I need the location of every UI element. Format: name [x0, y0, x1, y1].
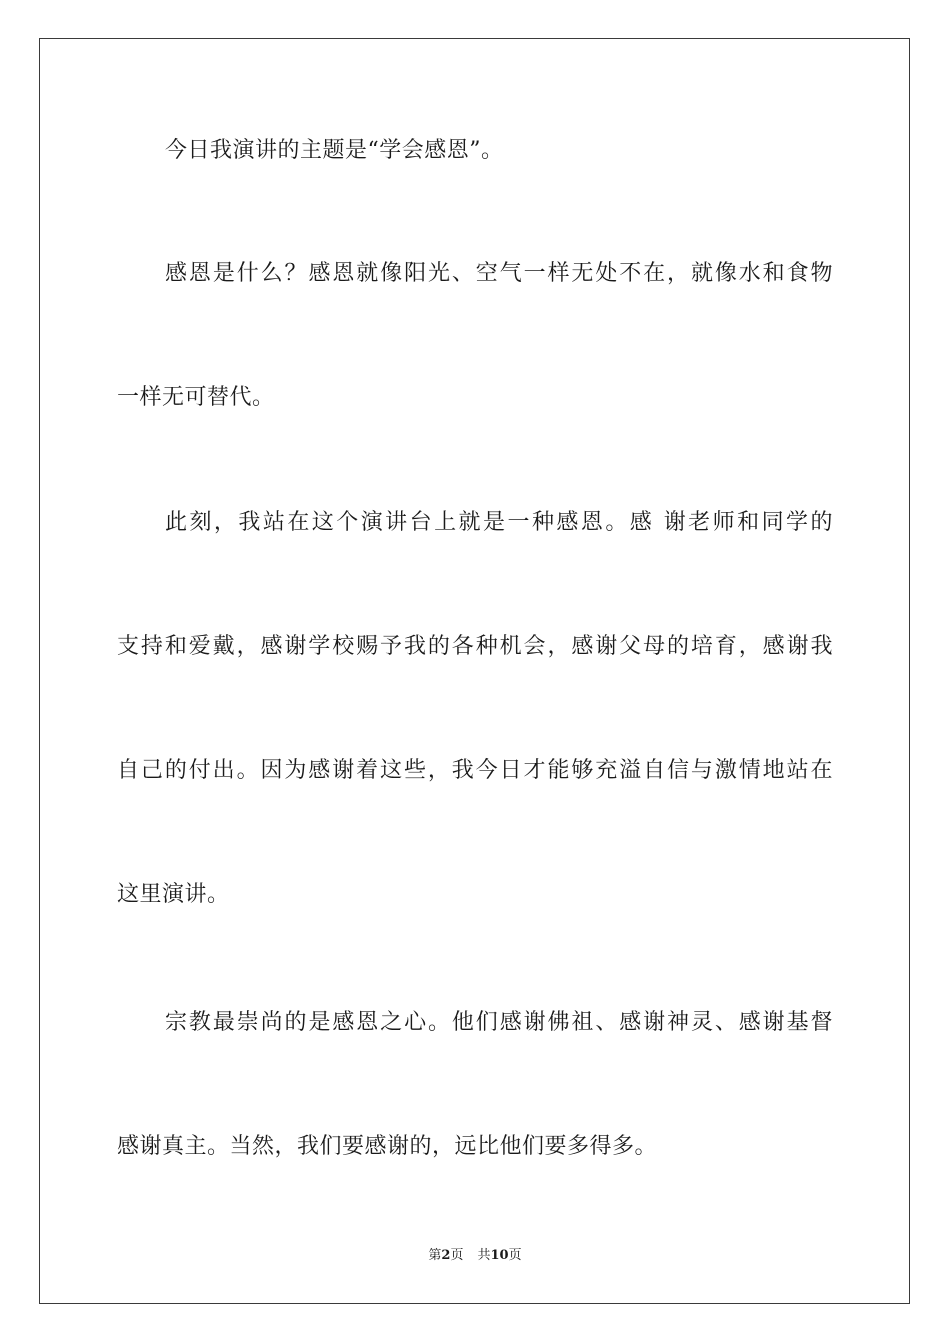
total-suffix: 页 [508, 1248, 522, 1263]
paragraph-4-line-1: 宗教最崇尚的是感恩之心。他们感谢佛祖、感谢神灵、感谢基督 [165, 1010, 833, 1035]
paragraph-3-line-2: 支持和爱戴，感谢学校赐予我的各种机会，感谢父母的培育，感谢我 [117, 634, 833, 659]
paragraph-3-line-3: 自己的付出。因为感谢着这些，我今日才能够充溢自信与激情地站在 [117, 758, 833, 783]
paragraph-3-line-1: 此刻，我站在这个演讲台上就是一种感恩。感 谢老师和同学的 [165, 510, 833, 535]
page-number: 2 [441, 1248, 451, 1263]
paragraph-3-line-4: 这里演讲。 [117, 882, 230, 907]
total-prefix: 共 [477, 1248, 491, 1263]
paragraph-2-line-1: 感恩是什么？感恩就像阳光、空气一样无处不在，就像水和食物 [165, 261, 833, 286]
paragraph-1-line-1: 今日我演讲的主题是“学会感恩”。 [165, 138, 504, 163]
page-suffix: 页 [450, 1248, 464, 1263]
page-border [39, 38, 910, 1304]
total-pages: 10 [490, 1248, 509, 1263]
page-footer [0, 1246, 950, 1266]
paragraph-2-line-2: 一样无可替代。 [117, 385, 275, 410]
page-prefix: 第 [428, 1248, 442, 1263]
paragraph-4-line-2: 感谢真主。当然，我们要感谢的，远比他们要多得多。 [117, 1134, 658, 1159]
